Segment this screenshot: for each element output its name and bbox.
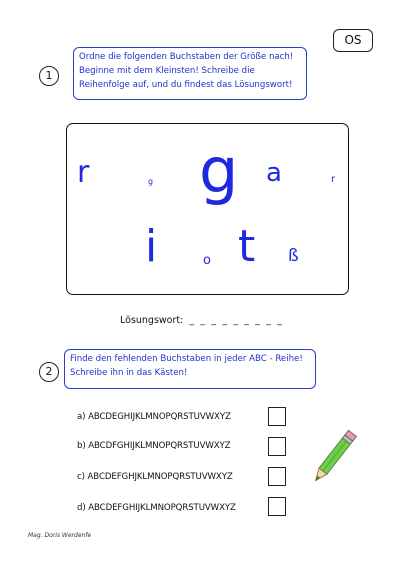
row-sequence: ABCDEFGHJKLMNOPQRSTUVWXYZ — [87, 472, 233, 482]
row-sequence: ABCDEGHIJKLMNOPQRSTUVWXYZ — [88, 412, 231, 422]
letter-r-small: r — [331, 174, 336, 185]
pencil-icon — [308, 424, 360, 490]
footer-author: Mag. Doris Werdenfe — [28, 532, 92, 539]
instruction-box-2 — [64, 349, 316, 389]
row-label: b) — [77, 441, 86, 451]
code-badge: OS — [333, 29, 373, 52]
answer-box-c[interactable] — [268, 467, 286, 486]
abc-row-d — [77, 503, 236, 513]
task-number-2: 2 — [39, 362, 59, 382]
instruction-line: Ordne die folgenden Buchstaben der Größe nach! — [79, 52, 294, 62]
letter-sharp-s: ß — [288, 246, 299, 266]
instruction-line: Schreibe ihn in das Kästen! — [70, 368, 188, 378]
letter-a: a — [266, 158, 282, 188]
row-label: d) — [77, 503, 86, 513]
letter-i: i — [145, 221, 158, 272]
row-label: a) — [77, 412, 86, 422]
letter-r-large: r — [77, 155, 90, 190]
abc-row-b — [77, 441, 230, 451]
row-label: c) — [77, 472, 85, 482]
answer-box-a[interactable] — [268, 407, 286, 426]
abc-row-c — [77, 472, 233, 482]
answer-line — [120, 315, 283, 326]
instruction-line: Beginne mit dem Kleinsten! Schreibe die — [79, 66, 255, 76]
answer-box-b[interactable] — [268, 437, 286, 456]
abc-row-a — [77, 412, 231, 422]
answer-label: Lösungswort: — [120, 315, 184, 326]
instruction-line: Reihenfolge auf, und du findest das Lösungswort! — [79, 80, 293, 90]
letter-o: o — [203, 253, 211, 268]
row-sequence: ABCDEFGHIJKLMNOPQRSTUVWXYZ — [88, 503, 236, 513]
task-number-1: 1 — [39, 66, 59, 86]
answer-box-d[interactable] — [268, 497, 286, 516]
letter-g-large: g — [199, 134, 239, 207]
answer-blanks[interactable]: _ _ _ _ _ _ _ _ _ — [189, 315, 284, 326]
instruction-box-1 — [73, 47, 307, 100]
row-sequence: ABCDFGHIJKLMNOPQRSTUVWXYZ — [88, 441, 231, 451]
instruction-line: Finde den fehlenden Buchstaben in jeder ABC - Reihe! — [70, 354, 303, 364]
letter-g-small: g — [148, 177, 154, 186]
letter-t: t — [238, 221, 256, 272]
